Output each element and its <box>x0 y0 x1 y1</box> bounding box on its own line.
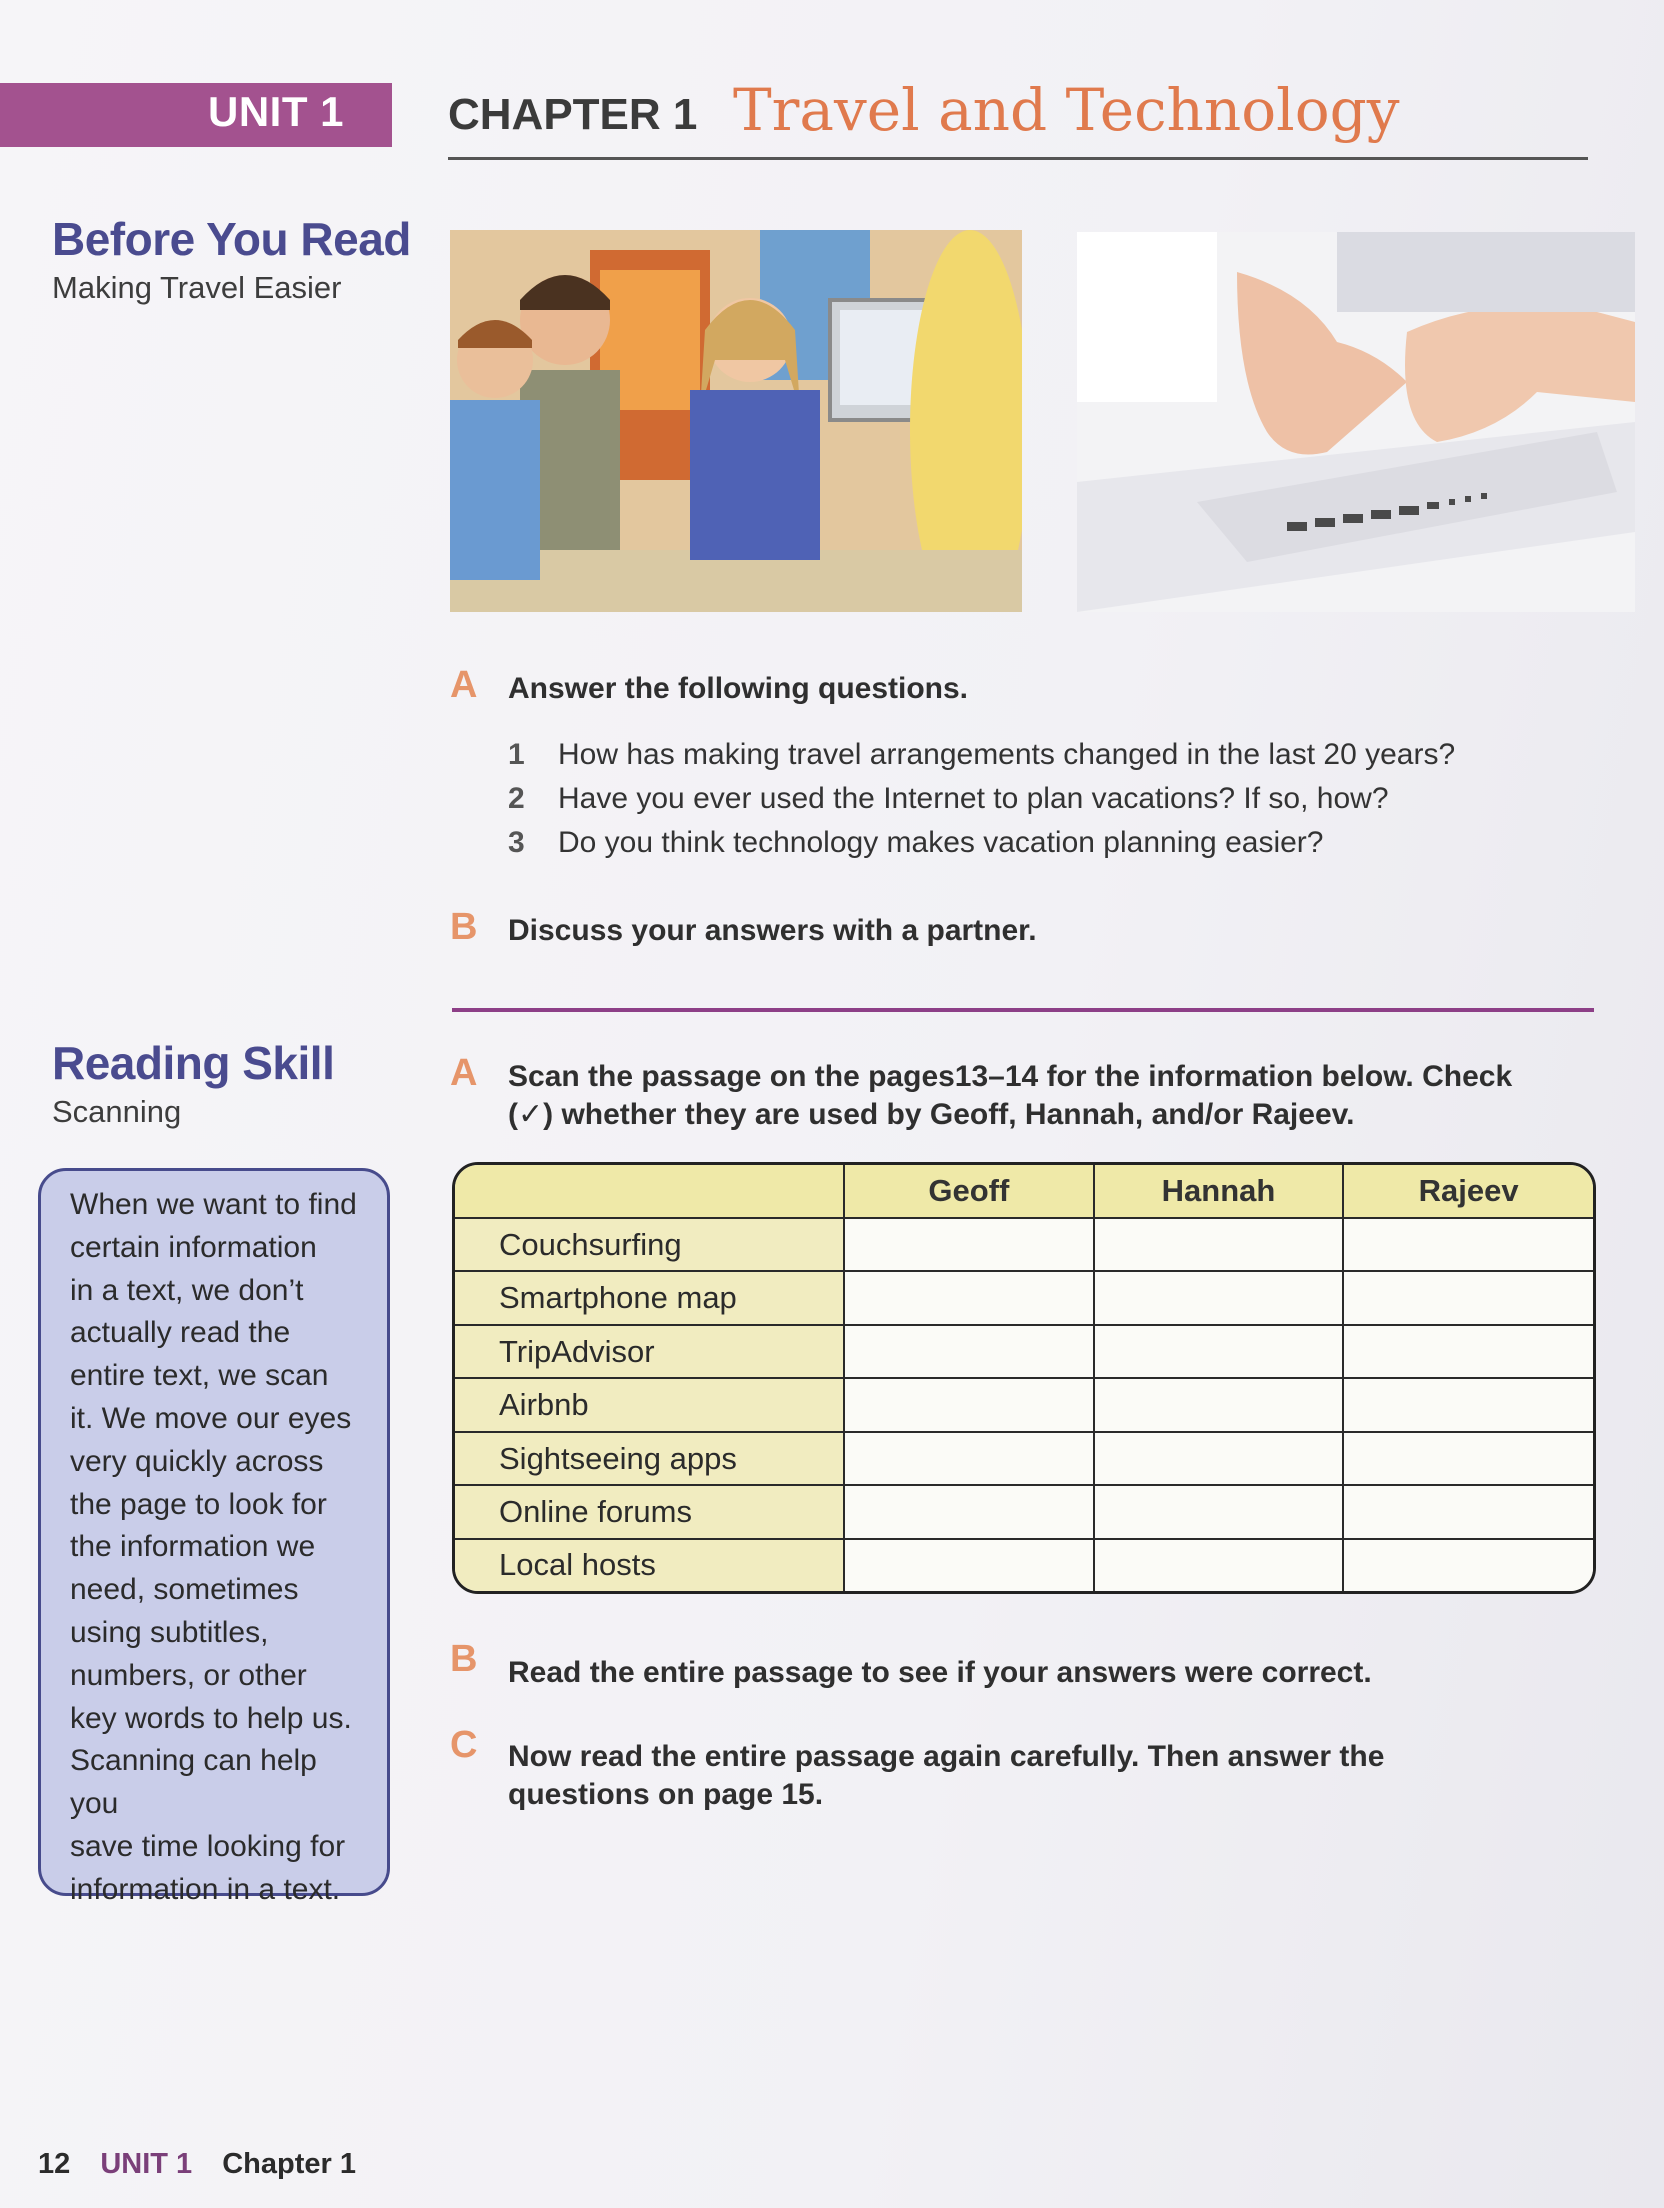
section-divider <box>452 1008 1594 1012</box>
check-table <box>452 1162 1596 1594</box>
section-a-letter: A <box>450 664 478 706</box>
page-number: 12 <box>38 2148 71 2180</box>
header-divider <box>448 157 1588 160</box>
check-cell[interactable] <box>844 1539 1094 1591</box>
question-text: Do you think technology makes vacation planning easier? <box>558 826 1324 859</box>
table-row <box>455 1271 1593 1324</box>
check-grid <box>455 1165 1593 1591</box>
check-cell[interactable] <box>1343 1325 1593 1378</box>
check-cell[interactable] <box>844 1218 1094 1271</box>
table-row <box>455 1432 1593 1485</box>
tip-line: key words to help us. <box>70 1701 352 1735</box>
travel-agent-photo <box>450 230 1022 612</box>
column-header-geoff: Geoff <box>844 1165 1094 1218</box>
question-row <box>508 738 1455 772</box>
travel-agent-photo-illustration <box>450 230 1022 612</box>
question-number: 2 <box>508 782 525 815</box>
before-you-read-subheading: Making Travel Easier <box>52 270 342 305</box>
scan-prompt <box>508 1058 1512 1134</box>
table-header-row <box>455 1165 1593 1218</box>
row-label: Airbnb <box>455 1378 844 1431</box>
check-cell[interactable] <box>1094 1485 1344 1538</box>
check-cell[interactable] <box>1343 1485 1593 1538</box>
reading-skill-heading: Reading Skill <box>52 1037 335 1089</box>
tip-line: information in a text. <box>70 1872 341 1906</box>
before-you-read-heading: Before You Read <box>52 213 411 265</box>
scan-prompt-line: Scan the passage on the pages13–14 for the information below. Check <box>508 1060 1513 1093</box>
check-cell[interactable] <box>844 1325 1094 1378</box>
section-c-prompt <box>508 1738 1384 1814</box>
check-cell[interactable] <box>1343 1271 1593 1324</box>
tip-line: numbers, or other <box>70 1658 307 1692</box>
check-cell[interactable] <box>1094 1378 1344 1431</box>
section-c-prompt-line: Now read the entire passage again carefully. Then answer the <box>508 1740 1385 1773</box>
question-text: How has making travel arrangements changed in the last 20 years? <box>558 738 1456 771</box>
table-row <box>455 1539 1593 1591</box>
section-c-letter: C <box>450 1724 478 1766</box>
check-cell[interactable] <box>844 1378 1094 1431</box>
unit-label: UNIT 1 <box>208 88 345 135</box>
check-cell[interactable] <box>1094 1271 1344 1324</box>
tip-line: save time looking for <box>70 1829 346 1863</box>
scan-prompt-line: (✓) whether they are used by Geoff, Hannah, and/or Rajeev. <box>508 1098 1355 1131</box>
question-number: 3 <box>508 826 525 859</box>
tip-line: need, sometimes <box>70 1573 299 1607</box>
tip-line: Scanning can help you <box>70 1744 317 1821</box>
row-label: Sightseeing apps <box>455 1432 844 1485</box>
footer-chapter: Chapter 1 <box>222 2148 356 2180</box>
row-label: Smartphone map <box>455 1271 844 1324</box>
laptop-typing-photo <box>1077 232 1635 612</box>
check-cell[interactable] <box>1094 1325 1344 1378</box>
question-row <box>508 826 1323 860</box>
check-cell[interactable] <box>844 1271 1094 1324</box>
tip-line: in a text, we don’t <box>70 1273 304 1307</box>
row-label: TripAdvisor <box>455 1325 844 1378</box>
check-cell[interactable] <box>1094 1432 1344 1485</box>
check-cell[interactable] <box>844 1432 1094 1485</box>
column-header-hannah: Hannah <box>1094 1165 1344 1218</box>
section-b-prompt: Read the entire passage to see if your answers were correct. <box>508 1656 1372 1689</box>
question-row <box>508 782 1389 816</box>
tip-line: entire text, we scan <box>70 1359 329 1393</box>
tip-line: the information we <box>70 1530 316 1564</box>
column-header-rajeev: Rajeev <box>1343 1165 1593 1218</box>
check-cell[interactable] <box>1094 1539 1344 1591</box>
laptop-typing-photo-illustration <box>1077 232 1635 612</box>
table-row <box>455 1325 1593 1378</box>
reading-skill-subheading: Scanning <box>52 1094 182 1129</box>
question-number: 1 <box>508 738 525 771</box>
column-header-blank <box>455 1165 844 1218</box>
check-cell[interactable] <box>1343 1432 1593 1485</box>
table-row <box>455 1485 1593 1538</box>
section-b-prompt: Discuss your answers with a partner. <box>508 914 1037 947</box>
tip-line: very quickly across <box>70 1444 324 1478</box>
chapter-title: Travel and Technology <box>733 76 1400 144</box>
row-label: Couchsurfing <box>455 1218 844 1271</box>
tip-line: certain information <box>70 1230 317 1264</box>
tip-line: using subtitles, <box>70 1615 269 1649</box>
table-row <box>455 1218 1593 1271</box>
tip-line: actually read the <box>70 1316 291 1350</box>
scanning-tip-text <box>70 1184 370 1912</box>
tip-line: it. We move our eyes <box>70 1401 352 1435</box>
section-c-prompt-line: questions on page 15. <box>508 1778 824 1811</box>
page-footer <box>38 2148 356 2181</box>
footer-unit: UNIT 1 <box>100 2148 193 2180</box>
tip-line: the page to look for <box>70 1487 327 1521</box>
question-text: Have you ever used the Internet to plan vacations? If so, how? <box>558 782 1389 815</box>
section-a-letter: A <box>450 1052 478 1094</box>
tip-line: When we want to find <box>70 1188 357 1221</box>
row-label: Local hosts <box>455 1539 844 1591</box>
check-cell[interactable] <box>1343 1378 1593 1431</box>
check-cell[interactable] <box>1343 1218 1593 1271</box>
row-label: Online forums <box>455 1485 844 1538</box>
check-cell[interactable] <box>1343 1539 1593 1591</box>
section-b-letter: B <box>450 906 478 948</box>
check-cell[interactable] <box>1094 1218 1344 1271</box>
chapter-label: CHAPTER 1 <box>448 90 698 139</box>
section-b-letter: B <box>450 1638 478 1680</box>
table-row <box>455 1378 1593 1431</box>
section-a-prompt: Answer the following questions. <box>508 672 969 705</box>
check-cell[interactable] <box>844 1485 1094 1538</box>
